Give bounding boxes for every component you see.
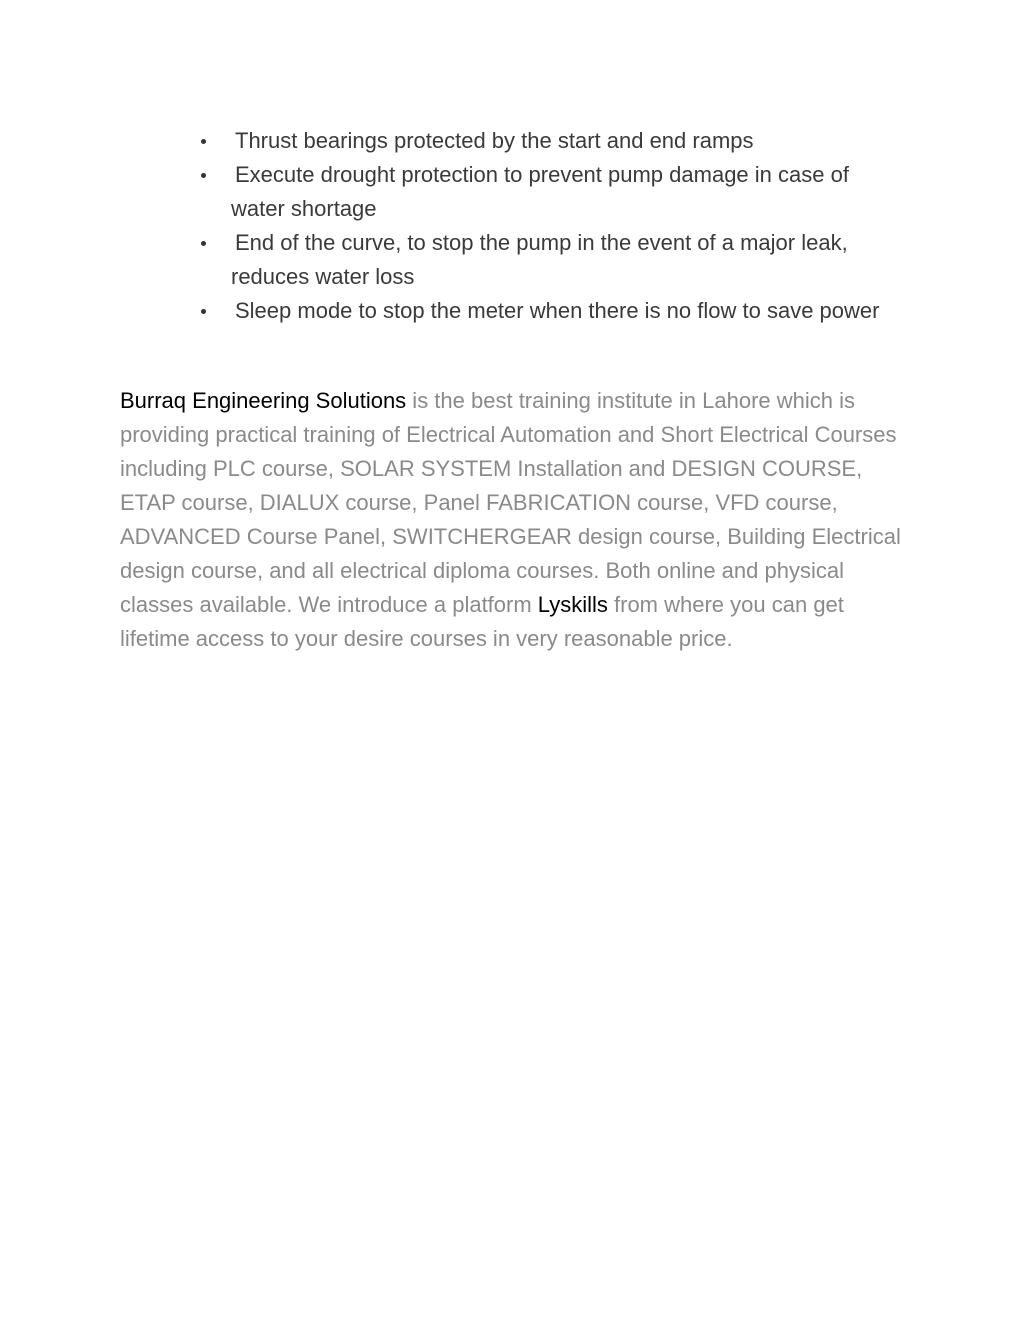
paragraph-text-part-2: from where you can get lifetime access to your desire courses in very reasonable price. bbox=[120, 592, 844, 651]
bullet-text: Thrust bearings protected by the start and end ramps bbox=[235, 128, 754, 153]
bullet-text: Sleep mode to stop the meter when there is no flow to save power bbox=[235, 298, 880, 323]
bullet-item bbox=[0, 124, 1024, 158]
bullet-item bbox=[0, 294, 1024, 328]
paragraph-text-part-1: is the best training institute in Lahore which is providing practical training of Electrical Automation and Short Electrical Courses including PLC course, SOLAR SYSTEM Installation and DESIGN COURSE, ETAP course, DIALUX course, Panel FABRICATION course, VFD course, ADVANCED Course Panel, SWITCHERGEAR design course, Building Electrical design course, and all electrical diploma courses. Both online and physical classes available. We introduce a platform bbox=[120, 388, 901, 617]
bullet-item bbox=[0, 226, 1024, 294]
bullet-item bbox=[0, 158, 1024, 226]
bullet-dot-icon bbox=[201, 139, 206, 144]
lyskills-link[interactable]: Lyskills bbox=[537, 592, 608, 617]
bullet-text: Execute drought protection to prevent pump damage in case of water shortage bbox=[231, 162, 849, 221]
bullet-text: End of the curve, to stop the pump in the event of a major leak, reduces water loss bbox=[231, 230, 848, 289]
bullet-dot-icon bbox=[201, 309, 206, 314]
description-paragraph bbox=[120, 384, 910, 656]
burraq-engineering-link[interactable]: Burraq Engineering Solutions bbox=[120, 388, 407, 413]
bullet-dot-icon bbox=[201, 241, 206, 246]
feature-bullet-list bbox=[0, 124, 1024, 328]
bullet-dot-icon bbox=[201, 173, 206, 178]
